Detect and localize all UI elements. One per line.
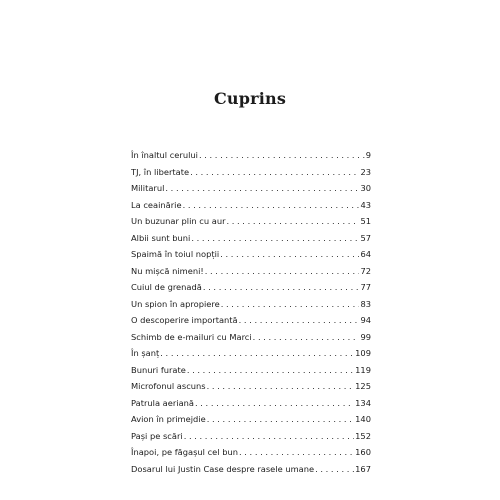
toc-entry [131, 447, 371, 464]
toc-dot-leader [220, 249, 359, 259]
toc-entry-title: Microfonul ascuns [131, 381, 206, 391]
toc-dot-leader [190, 167, 359, 177]
toc-dot-leader [199, 150, 365, 160]
toc-entry-title: Dosarul lui Justin Case despre rasele umane [131, 463, 315, 474]
toc-entry-page-number: 167 [355, 463, 371, 474]
toc-entry-page-number: 57 [360, 232, 371, 243]
toc-entry-page-number: 51 [360, 216, 371, 226]
toc-entry-title: O descoperire importantă [131, 315, 238, 325]
toc-entry-page-number: 109 [355, 348, 371, 358]
toc-entry-page-number: 140 [355, 414, 371, 424]
toc-entry-title: În șanț [131, 348, 160, 358]
toc-dot-leader [195, 398, 354, 408]
toc-entry-title: Bunuri furate [131, 364, 186, 375]
toc-entry-page-number: 125 [355, 381, 371, 391]
toc-entry-page-number: 64 [360, 249, 371, 259]
toc-entry [131, 332, 371, 349]
toc-dot-leader [207, 414, 354, 424]
toc-entry [131, 398, 371, 415]
toc-dot-leader [226, 216, 359, 226]
toc-entry-page-number: 9 [365, 150, 371, 160]
toc-entry [131, 315, 371, 332]
toc-entry-title: La ceainărie [131, 199, 182, 210]
toc-entry [131, 348, 371, 365]
toc-entry [131, 282, 371, 299]
toc-entry [131, 464, 371, 481]
toc-entry-title: TJ, în libertate [131, 166, 190, 177]
toc-entry-page-number: 23 [360, 166, 371, 177]
page-title: Cuprins [213, 89, 287, 108]
toc-entry-page-number: 77 [360, 282, 371, 292]
toc-entry-title: Un spion în apropiere [131, 298, 220, 309]
toc-dot-leader [239, 315, 360, 325]
toc-dot-leader [184, 431, 354, 441]
toc-entry [131, 249, 371, 266]
toc-dot-leader [183, 200, 360, 210]
toc-entry-page-number: 72 [360, 265, 371, 276]
toc-dot-leader [207, 381, 355, 391]
toc-entry-title: Militarul [131, 183, 165, 193]
toc-entry [131, 365, 371, 382]
toc-dot-leader [165, 183, 359, 193]
toc-entry-page-number: 83 [360, 298, 371, 309]
toc-dot-leader [191, 233, 359, 243]
toc-entry-title: Înapoi, pe făgașul cel bun [131, 447, 238, 457]
toc-entry-page-number: 160 [355, 447, 371, 457]
toc-entry-page-number: 119 [355, 364, 371, 375]
toc-entry-title: Patrula aeriană [131, 397, 194, 408]
toc-entry [131, 216, 371, 233]
toc-entry [131, 183, 371, 200]
toc-entry [131, 414, 371, 431]
toc-entry-title: Albii sunt buni [131, 232, 191, 243]
toc-entry [131, 381, 371, 398]
toc-dot-leader [221, 299, 360, 309]
toc-dot-leader [205, 266, 360, 276]
toc-entry-page-number: 134 [355, 397, 371, 408]
toc-entry [131, 299, 371, 316]
toc-dot-leader [160, 348, 354, 358]
toc-dot-leader [203, 282, 360, 292]
toc-entry-title: Spaimă în toiul nopții [131, 249, 220, 259]
toc-entry-title: Nu mișcă nimeni! [131, 265, 204, 276]
toc-entry-page-number: 43 [360, 199, 371, 210]
toc-entry-title: Pași pe scări [131, 430, 183, 441]
toc-dot-leader [253, 332, 360, 342]
toc-entry-title: Avion în primejdie [131, 414, 206, 424]
table-of-contents [131, 150, 371, 480]
toc-entry [131, 431, 371, 448]
toc-entry-page-number: 94 [360, 315, 371, 325]
toc-entry [131, 233, 371, 250]
toc-entry [131, 167, 371, 184]
toc-entry-page-number: 30 [360, 183, 371, 193]
toc-dot-leader [315, 464, 354, 474]
toc-entry-page-number: 152 [355, 430, 371, 441]
toc-entry-page-number: 99 [360, 331, 371, 342]
toc-dot-leader [187, 365, 354, 375]
toc-entry-title: Schimb de e-mailuri cu Marci [131, 331, 252, 342]
toc-entry [131, 200, 371, 217]
toc-entry-title: În înaltul cerului [131, 150, 198, 160]
toc-entry [131, 266, 371, 283]
toc-entry-title: Un buzunar plin cu aur [131, 216, 226, 226]
toc-entry [131, 150, 371, 167]
toc-entry-title: Cuiul de grenadă [131, 282, 202, 292]
toc-dot-leader [239, 447, 354, 457]
